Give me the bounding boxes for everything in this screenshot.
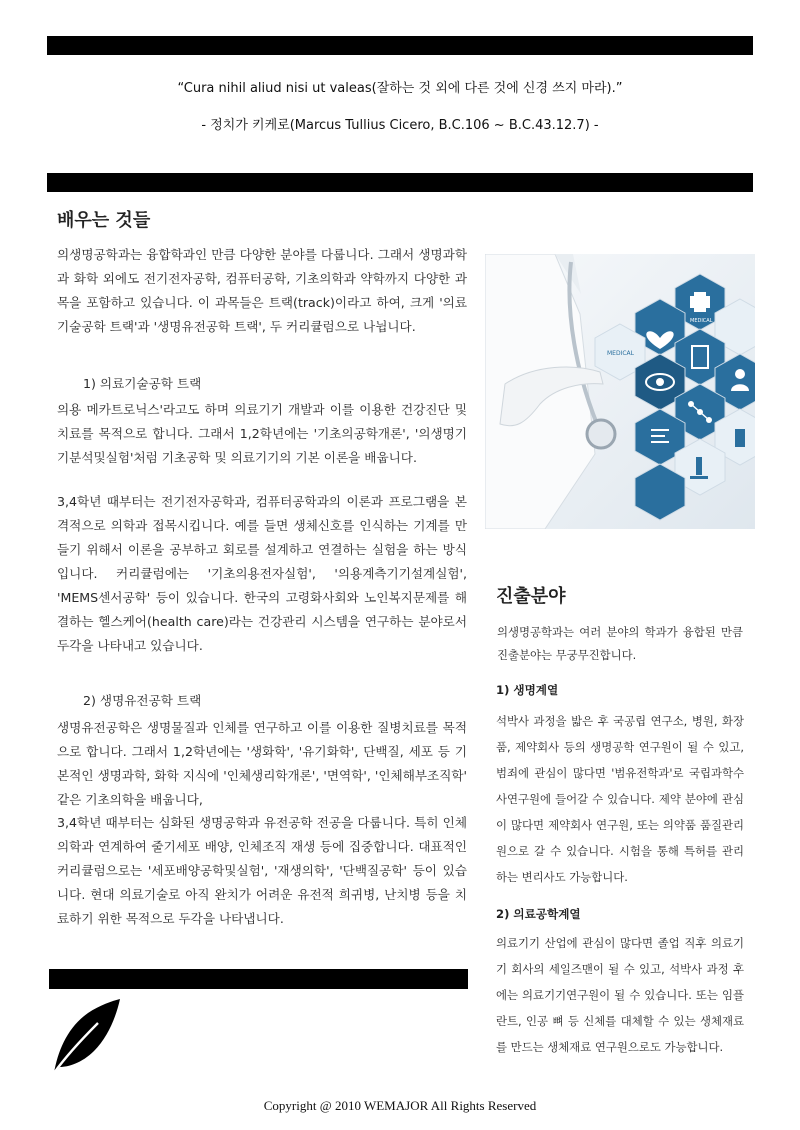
quote-attribution: - 정치가 키케로(Marcus Tullius Cicero, B.C.106 ~ B.C.43.12.7) -	[201, 118, 599, 133]
track2-heading: 2) 생명유전공학 트랙	[83, 693, 202, 708]
learn-intro: 의생명공학과는 융합학과인 만큼 다양한 분야를 다룹니다. 그래서 생명과학과 화학 외에도 전기전자공학, 컴퓨터공학, 기초의학과 약학까지 다양한 과목을 포함하고 있습니다. 이 과목들은 트랙(track)이라고 하여, 크게 '의료기술공학 트랙'과 '생명유전공학 트랙', 두 커리큘럼으로 나뉩니다.	[57, 247, 467, 334]
medical-label-2: MEDICAL	[690, 318, 713, 324]
career-life-text: 석박사 과정을 밟은 후 국공립 연구소, 병원, 화장품, 제약회사 등의 생명공학 연구원이 될 수 있고, 범죄에 관심이 많다면 '범유전학과'로 국립과학수사연구원에 들어갈 수 있습니다. 제약 분야에 관심이 많다면 제약회사 연구원, 또는 의약품 품질관리원으로 갈 수 있습니다. 시험을 통해 특허를 관리하는 변리사도 가능합니다.	[496, 714, 744, 884]
medical-label-1: MEDICAL	[607, 350, 634, 357]
track2-paragraph-2: 3,4학년 때부터는 심화된 생명공학과 유전공학 전공을 다룹니다. 특히 인체 의학과 연계하여 줄기세포 배양, 인체조직 재생 등에 집중합니다. 대표적인 커리큘럼으로는 '세포배양공학및실험', '재생의학', '단백질공학' 등이 있습니다. 현대 의료기술로 아직 완치가 어려운 유전적 희귀병, 난치병 등을 치료하기 위한 목적으로 두각을 나타냅니다.	[57, 815, 467, 926]
career-life-heading: 1) 생명계열	[496, 683, 559, 697]
quote-text: “Cura nihil aliud nisi ut valeas(잘하는 것 외에 다른 것에 신경 쓰지 마라).”	[177, 81, 623, 96]
track1-paragraph-2: 3,4학년 때부터는 전기전자공학과, 컴퓨터공학과의 이론과 프로그램을 본격적으로 의학과 접목시킵니다. 예를 들면 생체신호를 인식하는 기계를 만들기 위해서 이론을 공부하고 회로를 설계하고 연결하는 실험을 하는 방식입니다. 커리큘럼에는 '기초의용전자실험', '의용계측기기설계실험', 'MEMS센서공학' 등이 있습니다. 한국의 고령화사회와 노인복지문제를 해결하는 헬스케어(health care)라는 건강관리 시스템을 연구하는 분야로서 두각을 나타내고 있습니다.	[57, 494, 467, 653]
career-medical-text: 의료기기 산업에 관심이 많다면 졸업 직후 의료기기 회사의 세일즈맨이 될 수 있고, 석박사 과정 후에는 의료기기연구원이 될 수 있습니다. 또는 임플란트, 인공 뼈 등 신체를 대체할 수 있는 생체재료를 만드는 생체재료 연구원으로도 가능합니다.	[496, 936, 744, 1054]
track1-heading: 1) 의료기술공학 트랙	[83, 376, 202, 391]
section-title-career: 진출분야	[496, 586, 566, 607]
track2-paragraph-1: 생명유전공학은 생명물질과 인체를 연구하고 이를 이용한 질병치료를 목적으로 합니다. 그래서 1,2학년에는 '생화학', '유기화학', 단백질, 세포 등 기본적인 생명과학, 화학 지식에 '인체생리학개론', '면역학', '인체해부조직학' 같은 기초의학을 배웁니다,	[57, 720, 467, 807]
top-black-bar	[47, 36, 753, 55]
bottom-left-black-bar	[49, 969, 468, 989]
second-black-bar	[47, 173, 753, 192]
track1-paragraph-1: 의용 메카트로닉스'라고도 하며 의료기기 개발과 이를 이용한 건강진단 및 치료를 목적으로 합니다. 그래서 1,2학년에는 '기초의공학개론', '의생명기기분석및실험'처럼 기초공학 및 의료기기의 기본 이론을 배웁니다.	[57, 402, 467, 465]
career-medical-heading: 2) 의료공학계열	[496, 907, 581, 921]
footer-copyright: Copyright @ 2010 WEMAJOR All Rights Reserved	[263, 1098, 537, 1113]
career-intro: 의생명공학과는 여러 분야의 학과가 융합된 만큼 진출분야는 무궁무진합니다.	[497, 625, 743, 662]
section-title-learn: 배우는 것들	[57, 210, 151, 231]
medical-hexagon-photo	[485, 254, 755, 529]
leaf-logo-icon	[50, 995, 122, 1077]
